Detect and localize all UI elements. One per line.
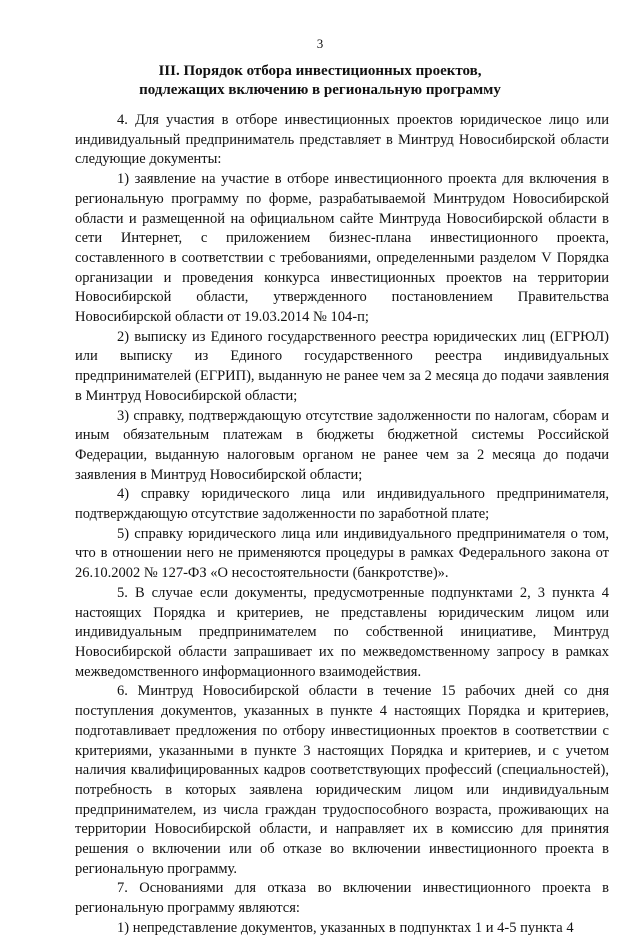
section-heading-line-1: III. Порядок отбора инвестиционных проектов, bbox=[158, 63, 482, 79]
paragraph-clause-4: 4. Для участия в отборе инвестиционных проектов юридическое лицо или индивидуальный предприниматель представляет в Минтруд Новосибирской области следующие документы: bbox=[75, 112, 609, 168]
page-number: 3 bbox=[316, 36, 324, 51]
paragraph-clause-5: 5. В случае если документы, предусмотренные подпунктами 2, 3 пункта 4 настоящих Порядка и критериев, не представлены юридическим лицом или индивидуальным предпринимателем по собственной инициативе, Минтруд Новосибирской области запрашивает их по межведомственному запросу в рамках межведомственного информационного взаимодействия. bbox=[75, 584, 609, 680]
paragraph-subclause-5: 5) справку юридического лица или индивидуального предпринимателя о том, что в отношении него не применяются процедуры в рамках Федерального закона от 26.10.2002 № 127-ФЗ «О несостоятельности (банкротстве)». bbox=[75, 525, 609, 582]
paragraph-subclause-3: 3) справку, подтверждающую отсутствие задолженности по налогам, сборам и иным обязательным платежам в бюджеты бюджетной системы Российской Федерации, выданную налоговым органом не ранее чем за 2 месяца до подачи заявления в Минтруд Новосибирской области; bbox=[75, 407, 609, 483]
paragraph-subclause-1: 1) заявление на участие в отборе инвестиционного проекта для включения в региональную программу по форме, разрабатываемой Минтрудом Новосибирской области и размещенной на официальном сайте Минтруда Новосибирской области в сети Интернет, с приложением бизнес-плана инвестиционного проекта, составленного в соответствии с требованиями, определенными разделом V Порядка организации и проведения конкурса инвестиционных проектов на территории Новосибирской области, утвержденного постановлением Правительства Новосибирской области от 19.03.2014 № 104-п; bbox=[75, 171, 609, 326]
body-text bbox=[75, 111, 609, 939]
paragraph-clause-6: 6. Минтруд Новосибирской области в течение 15 рабочих дней со дня поступления документов, указанных в пункте 4 настоящих Порядка и критериев, подготавливает предложения по отбору инвестиционных проектов в соответствии с критериями, указанными в пункте 3 настоящих Порядка и критериев, и с учетом наличия квалифицированных кадров соответствующих профессий (специальностей), потребность в которых заявлена юридическим лицом или индивидуальным предпринимателем, из числа граждан трудоспособного возраста, проживающих на территории Новосибирской области, и направляет их в комиссию для принятия решения о включении или об отказе во включении инвестиционного проекта в региональную программу. bbox=[75, 683, 609, 877]
paragraph-subclause-2: 2) выписку из Единого государственного реестра юридических лиц (ЕГРЮЛ) или выписку из Единого государственного реестра индивидуальных предпринимателей (ЕГРИП), выданную не ранее чем за 2 месяца до подачи заявления в Минтруд Новосибирской области; bbox=[75, 328, 609, 404]
paragraph-clause-7: 7. Основаниями для отказа во включении инвестиционного проекта в региональную программу являются: bbox=[75, 880, 609, 917]
paragraph-clause-7-subclause-1: 1) непредставление документов, указанных в подпунктах 1 и 4-5 пункта 4 bbox=[117, 919, 574, 936]
section-heading bbox=[0, 62, 640, 100]
section-heading-line-2: подлежащих включению в региональную программу bbox=[139, 82, 501, 98]
paragraph-subclause-4: 4) справку юридического лица или индивидуального предпринимателя, подтверждающую отсутствие задолженности по заработной плате; bbox=[75, 486, 609, 523]
